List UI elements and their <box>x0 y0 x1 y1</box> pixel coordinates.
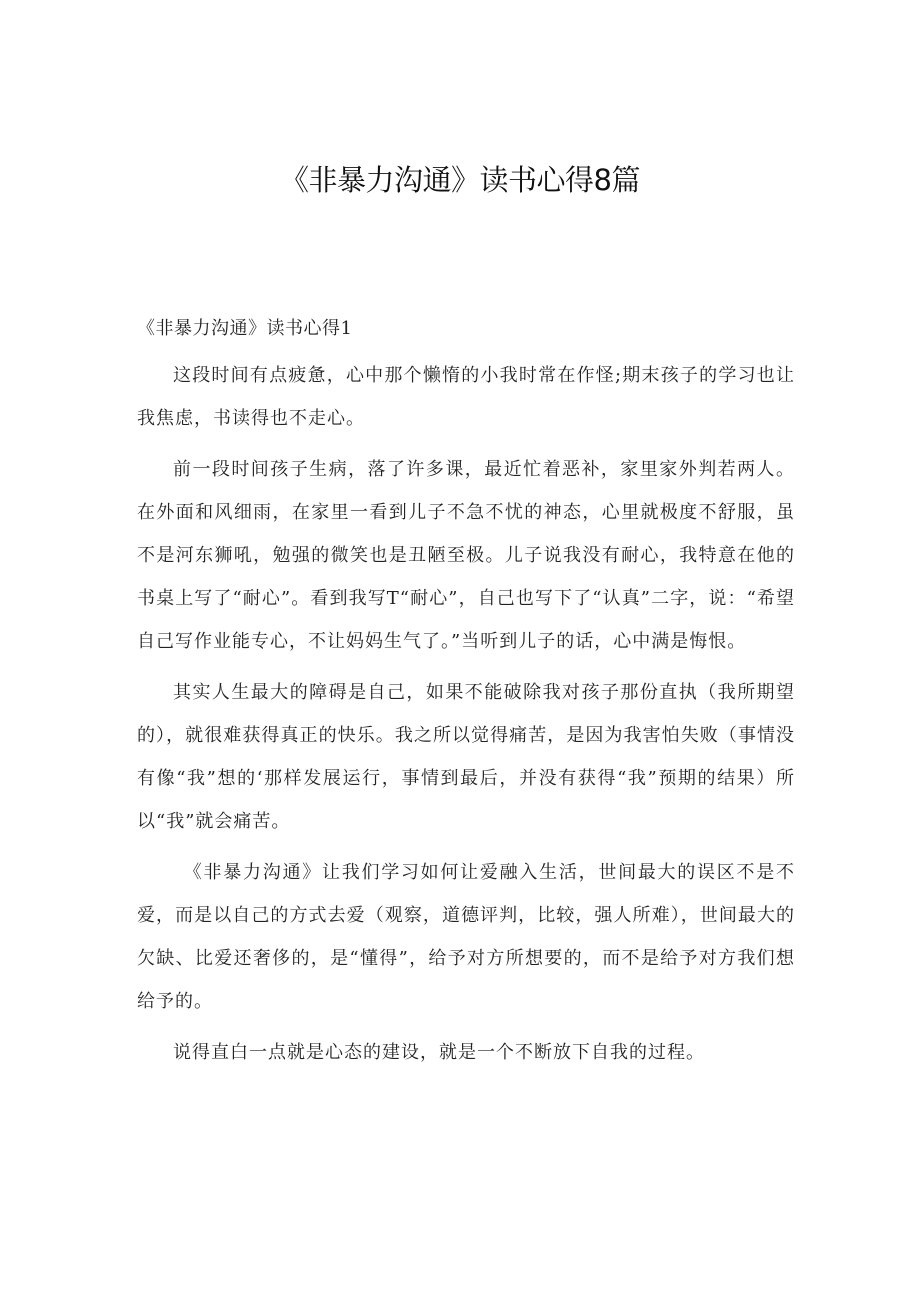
paragraph-4: 《非暴力沟通》让我们学习如何让爱融入生活，世间最大的误区不是不爱，而是以自己的方式去爱（观察，道德评判，比较，强人所难），世间最大的欠缺、比爱还奢侈的，是“懂得”，给予对方所想要的，而不是给予对方我们想给予的。 <box>137 862 795 1012</box>
section-heading: 《非暴力沟通》读书心得1 <box>137 318 353 339</box>
paragraph-1: 这段时间有点疲惫，心中那个懒惰的小我时常在作怪;期末孩子的学习也让我焦虑，书读得也不走心。 <box>137 365 795 429</box>
document-title: 《非暴力沟通》读书心得8篇 <box>280 163 640 197</box>
document-body <box>137 312 795 1082</box>
paragraph-5: 说得直白一点就是心态的建设，就是一个不断放下自我的过程。 <box>173 1042 705 1063</box>
paragraph-3: 其实人生最大的障碍是自己，如果不能破除我对孩子那份直执（我所期望的），就很难获得真正的快乐。我之所以觉得痛苦，是因为我害怕失败（事情没有像“我”想的‘那样发展运行，事情到最后，并没有获得“我”预期的结果）所以“我”就会痛苦。 <box>137 682 795 832</box>
paragraph-2: 前一段时间孩子生病，落了许多课，最近忙着恶补，家里家外判若两人。在外面和风细雨，在家里一看到儿子不急不忧的神态，心里就极度不舒服，虽不是河东狮吼，勉强的微笑也是丑陋至极。儿子说我没有耐心，我特意在他的书桌上写了“耐心”。看到我写T“耐心”，自己也写下了“认真”二字，说：“希望自己写作业能专心，不让妈妈生气了。”当听到儿子的话，心中满是悔恨。 <box>137 459 795 652</box>
